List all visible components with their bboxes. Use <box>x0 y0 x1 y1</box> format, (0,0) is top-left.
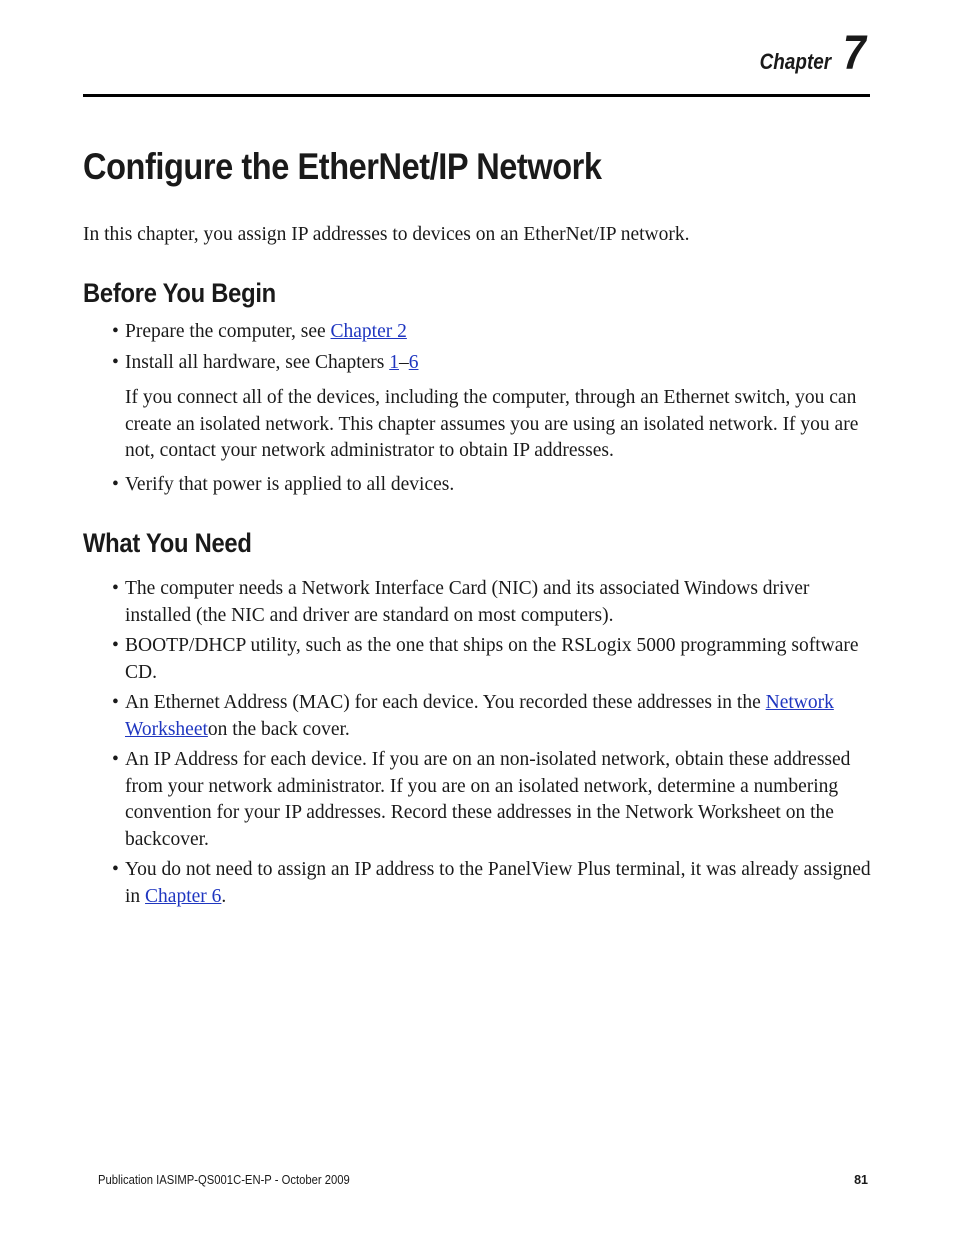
header-rule <box>83 94 870 97</box>
bullet: • <box>112 321 119 342</box>
list-item <box>112 747 872 853</box>
bullet: • <box>112 692 119 713</box>
chapter-label: Chapter <box>759 49 832 74</box>
isolated-network-note: If you connect all of the devices, including the computer, through an Ethernet switch, you can create an isolated network. This chapter assumes you are using an isolated network. If you are not, contact your network administrator to obtain IP addresses. <box>125 387 859 461</box>
list-item-text: The computer needs a Network Interface Card (NIC) and its associated Windows driver installed (the NIC and driver are standard on most computers). <box>125 578 810 626</box>
bullet: • <box>112 474 119 495</box>
list-item-text: Install all hardware, see Chapters <box>125 351 390 373</box>
page-title: Configure the EtherNet/IP Network <box>83 146 602 187</box>
chapter-header <box>748 27 868 80</box>
footer-publication: Publication IASIMP-QS001C-EN-P - October 2009 <box>98 1173 350 1187</box>
list-item <box>112 633 872 686</box>
list-item <box>112 690 872 743</box>
list-item <box>112 319 872 346</box>
list-item <box>112 857 872 910</box>
list-item <box>112 350 872 377</box>
list-item-tail: . <box>221 885 227 907</box>
before-list-a <box>112 319 872 376</box>
list-item <box>112 576 872 629</box>
list-item <box>112 472 872 499</box>
list-item-text: An Ethernet Address (MAC) for each device. You recorded these addresses in the <box>125 692 766 713</box>
need-list <box>112 576 872 910</box>
bullet: • <box>112 859 119 880</box>
chapter-6-link[interactable]: 6 <box>408 351 419 373</box>
list-item-text: An IP Address for each device. If you are on an non-isolated network, obtain these addressed from your network administrator. If you are on an isolated network, determine a numbering convention for your IP addresses. Record these addresses in the Network Worksheet on the backcover. <box>125 749 851 850</box>
list-item-text: Prepare the computer, see <box>125 321 331 342</box>
footer-page-number: 81 <box>854 1173 868 1187</box>
bullet: • <box>112 578 119 599</box>
chapter-2-link[interactable]: Chapter 2 <box>330 321 407 342</box>
bullet: • <box>112 351 119 373</box>
chapter-1-link[interactable]: 1 <box>389 351 399 373</box>
en-dash: – <box>398 351 409 373</box>
bullet: • <box>112 749 119 770</box>
before-list-b <box>112 472 872 499</box>
list-item-tail: on the back cover. <box>207 718 350 740</box>
intro-paragraph: In this chapter, you assign IP addresses to devices on an EtherNet/IP network. <box>83 224 690 245</box>
chapter-6-link[interactable]: Chapter 6 <box>145 885 222 907</box>
list-item-text: You do not need to assign an IP address to the PanelView Plus terminal, it was already assigned in <box>125 859 871 907</box>
what-you-need-heading: What You Need <box>83 528 252 558</box>
chapter-number: 7 <box>843 27 867 80</box>
network-worksheet-link[interactable]: Network Worksheet <box>125 692 834 740</box>
bullet: • <box>112 635 119 656</box>
list-item-text: BOOTP/DHCP utility, such as the one that ships on the RSLogix 5000 programming software CD. <box>125 635 859 683</box>
before-you-begin-heading: Before You Begin <box>83 278 276 308</box>
list-item-text: Verify that power is applied to all devices. <box>125 474 455 495</box>
